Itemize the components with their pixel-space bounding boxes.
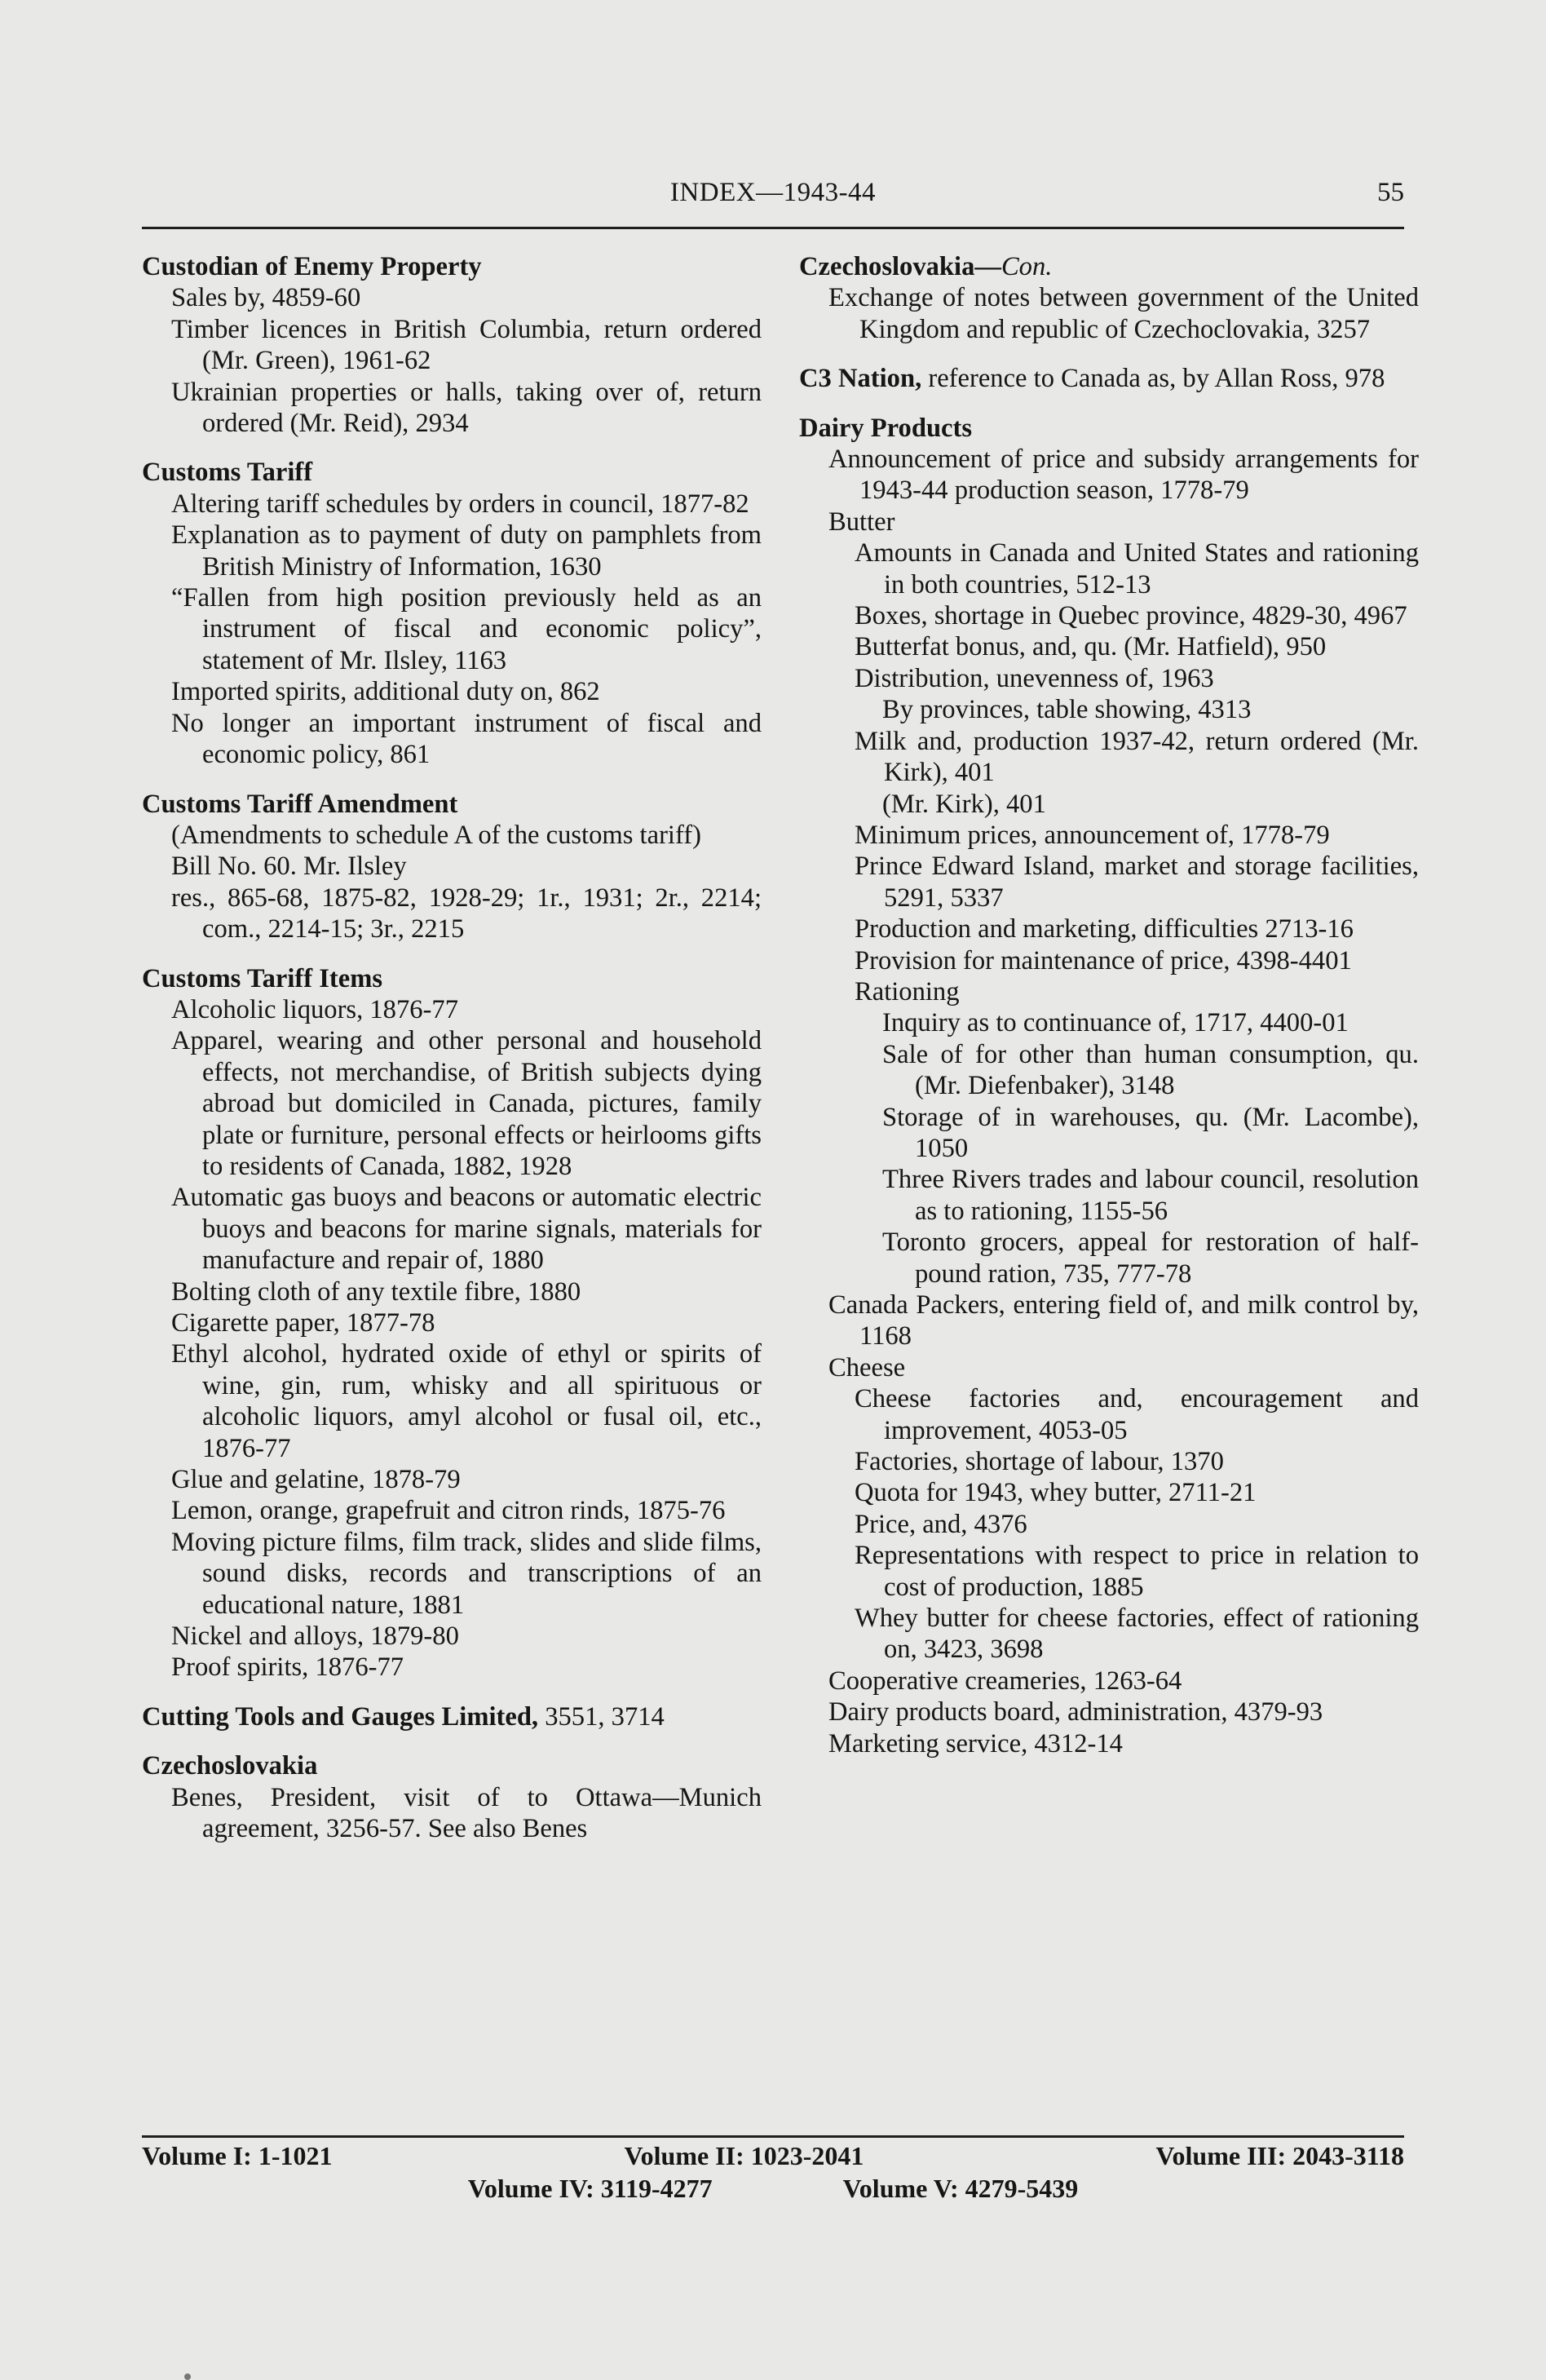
index-subentry: Cooperative creameries, 1263-64 xyxy=(828,1666,1182,1696)
index-subentry: Ukrainian properties or halls, taking over of, return ordered (Mr. Reid), 2934 xyxy=(171,377,762,439)
index-subentry: Inquiry as to continuance of, 1717, 4400-01 xyxy=(882,1008,1349,1038)
index-subentry: Imported spirits, additional duty on, 862 xyxy=(171,677,600,707)
index-heading: Customs Tariff Amendment xyxy=(142,789,458,819)
index-subentry: Nickel and alloys, 1879-80 xyxy=(171,1621,459,1652)
index-subentry: Boxes, shortage in Quebec province, 4829-30, 4967 xyxy=(855,601,1407,631)
index-subentry: Milk and, production 1937-42, return ordered (Mr. Kirk), 401 xyxy=(855,726,1419,788)
index-subentry: Proof spirits, 1876-77 xyxy=(171,1652,404,1683)
index-subentry: Exchange of notes between government of the United Kingdom and republic of Czechoclovakia, 3257 xyxy=(828,283,1419,344)
scan-speck xyxy=(184,2373,191,2380)
volume-5-range: Volume V: 4279-5439 xyxy=(842,2174,1079,2203)
index-subentry: Alcoholic liquors, 1876-77 xyxy=(171,994,458,1024)
index-subentry: Cheese factories and, encouragement and improvement, 4053-05 xyxy=(855,1384,1419,1445)
index-subentry: Sale of for other than human consumption, qu. (Mr. Diefenbaker), 3148 xyxy=(882,1039,1419,1101)
index-subentry: Sales by, 4859-60 xyxy=(171,283,361,313)
index-subentry: Storage of in warehouses, qu. (Mr. Lacombe), 1050 xyxy=(882,1102,1419,1163)
index-subentry: Toronto grocers, appeal for restoration of half-pound ration, 735, 777-78 xyxy=(882,1228,1419,1289)
index-subentry: Amounts in Canada and United States and rationing in both countries, 512-13 xyxy=(855,538,1419,599)
right-column xyxy=(799,251,1419,1759)
index-subentry: Dairy products board, administration, 4379-93 xyxy=(828,1697,1323,1727)
index-subentry: “Fallen from high position previously held as an instrument of fiscal and economic policy”, statement of Mr. Ilsley, 1163 xyxy=(171,583,762,675)
page-number: 55 xyxy=(1377,178,1404,207)
index-subentry: Production and marketing, difficulties 2713-16 xyxy=(855,914,1354,944)
index-subentry: Bolting cloth of any textile fibre, 1880 xyxy=(171,1276,581,1307)
volume-footer xyxy=(142,2135,1404,2205)
index-heading: Czechoslovakia xyxy=(142,1751,318,1781)
index-heading: Custodian of Enemy Property xyxy=(142,252,482,281)
page-header xyxy=(142,178,1404,229)
index-subentry: Quota for 1943, whey butter, 2711-21 xyxy=(855,1478,1257,1508)
volume-3-range: Volume III: 2043-3118 xyxy=(1155,2141,1404,2170)
index-subentry: Lemon, orange, grapefruit and citron rinds, 1875-76 xyxy=(171,1496,726,1526)
index-heading: Czechoslovakia—Con. xyxy=(799,252,1053,281)
index-subentry: Provision for maintenance of price, 4398-4401 xyxy=(855,945,1352,975)
index-subentry: Factories, shortage of labour, 1370 xyxy=(855,1447,1224,1477)
index-subentry: Rationing xyxy=(855,976,960,1006)
volume-1-range: Volume I: 1-1021 xyxy=(142,2141,333,2170)
index-subentry: res., 865-68, 1875-82, 1928-29; 1r., 1931; 2r., 2214; com., 2214-15; 3r., 2215 xyxy=(171,883,762,944)
index-subentry: Apparel, wearing and other personal and household effects, not merchandise, of British subjects dying abroad but domiciled in Canada, pictures, family plate or furniture, personal effects or heirlooms gifts to residents of Canada, 1882, 1928 xyxy=(171,1026,762,1181)
index-subentry: Prince Edward Island, market and storage facilities, 5291, 5337 xyxy=(855,852,1419,913)
index-subentry: Ethyl alcohol, hydrated oxide of ethyl or spirits of wine, gin, rum, whisky and all spirituous or alcoholic liquors, amyl alcohol or fusal oil, etc., 1876-77 xyxy=(171,1339,762,1463)
index-subentry: Altering tariff schedules by orders in council, 1877-82 xyxy=(171,489,749,519)
index-subentry: Benes, President, visit of to Ottawa—Munich agreement, 3256-57. See also Benes xyxy=(171,1782,762,1844)
index-subentry: No longer an important instrument of fiscal and economic policy, 861 xyxy=(171,708,762,770)
index-subentry: Three Rivers trades and labour council, resolution as to rationing, 1155-56 xyxy=(882,1165,1419,1226)
index-heading: Customs Tariff Items xyxy=(142,963,383,993)
index-subentry: Minimum prices, announcement of, 1778-79 xyxy=(855,820,1330,850)
index-subentry: (Amendments to schedule A of the customs tariff) xyxy=(171,820,701,850)
index-subentry: Moving picture films, film track, slides and slide films, sound disks, records and transcriptions of an educational nature, 1881 xyxy=(171,1527,762,1620)
index-heading: Dairy Products xyxy=(799,413,973,443)
volume-4-range: Volume IV: 3119-4277 xyxy=(467,2174,713,2203)
index-subentry: Whey butter for cheese factories, effect of rationing on, 3423, 3698 xyxy=(855,1604,1419,1665)
index-subentry: Glue and gelatine, 1878-79 xyxy=(171,1465,461,1495)
index-heading: Cutting Tools and Gauges Limited, 3551, 3714 xyxy=(142,1701,665,1732)
index-heading: C3 Nation, reference to Canada as, by Allan Ross, 978 xyxy=(799,364,1385,394)
index-subentry: Representations with respect to price in relation to cost of production, 1885 xyxy=(855,1541,1419,1602)
index-subentry: Cigarette paper, 1877-78 xyxy=(171,1308,435,1338)
index-subentry: Butterfat bonus, and, qu. (Mr. Hatfield), 950 xyxy=(855,632,1327,662)
index-subentry: Butter xyxy=(828,507,895,537)
index-subentry: Canada Packers, entering field of, and milk control by, 1168 xyxy=(828,1290,1419,1351)
index-subentry: Marketing service, 4312-14 xyxy=(828,1728,1123,1758)
volume-2-range: Volume II: 1023-2041 xyxy=(624,2141,864,2170)
index-subentry: By provinces, table showing, 4313 xyxy=(882,695,1252,725)
index-subentry: Bill No. 60. Mr. Ilsley xyxy=(171,852,407,882)
left-column xyxy=(142,251,762,1845)
index-subentry: Announcement of price and subsidy arrangements for 1943-44 production season, 1778-79 xyxy=(828,445,1419,506)
index-subentry: Cheese xyxy=(828,1352,906,1382)
index-heading: Customs Tariff xyxy=(142,458,313,488)
index-subentry: Distribution, unevenness of, 1963 xyxy=(855,663,1214,693)
index-subentry: Automatic gas buoys and beacons or automatic electric buoys and beacons for marine signals, materials for manufacture and repair of, 1880 xyxy=(171,1183,762,1276)
page-title: INDEX—1943-44 xyxy=(669,178,877,207)
index-subentry: (Mr. Kirk), 401 xyxy=(882,789,1046,819)
index-subentry: Timber licences in British Columbia, return ordered (Mr. Green), 1961-62 xyxy=(171,314,762,376)
index-subentry: Price, and, 4376 xyxy=(855,1509,1027,1539)
index-subentry: Explanation as to payment of duty on pamphlets from British Ministry of Information, 1630 xyxy=(171,520,762,582)
